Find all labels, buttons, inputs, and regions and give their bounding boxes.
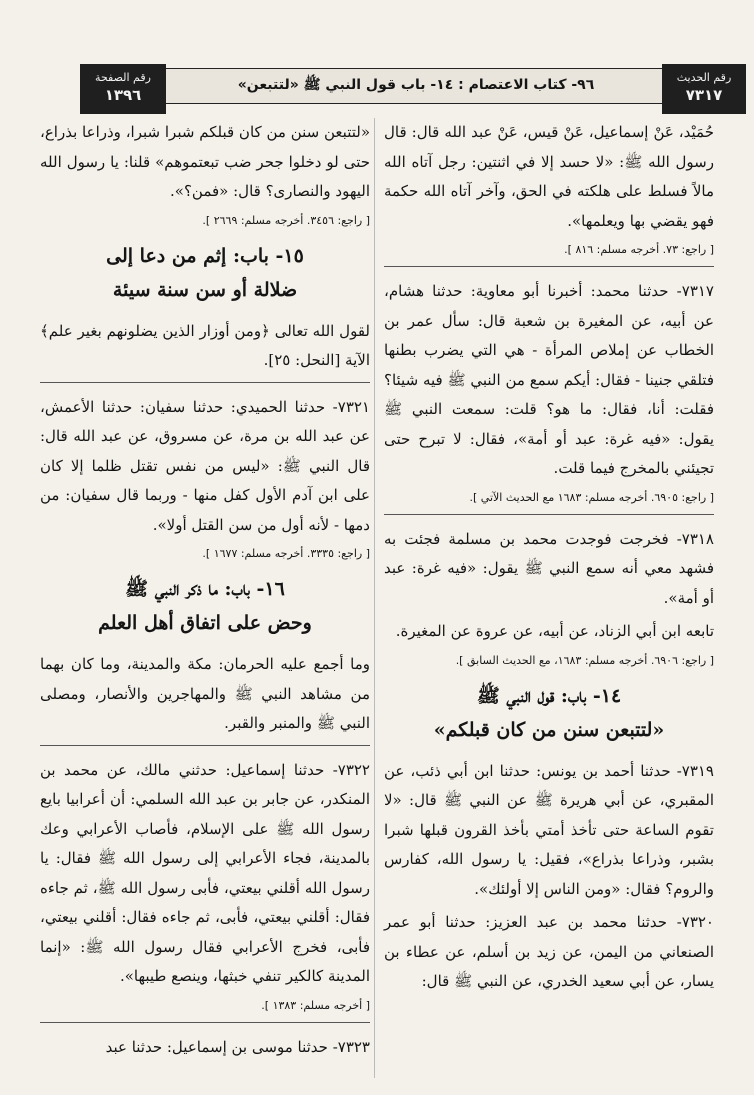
hadith-7319: ٧٣١٩- حدثنا أحمد بن يونس: حدثنا ابن أبي ذئب، عن المقبري، عن أبي هريرة ﷺ عن النبي ﷺ قال: «لا تقوم الساعة حتى تأخذ أمتي بأخذ القرون قبلها شبرا بشبر، وذراعا بذراع»، فقيل: يا رسول الله، كفارس والروم؟ فقال: «ومن الناس إلا أولئك».	[384, 761, 714, 898]
chapter-15-subtitle: ضلالة أو سن سنة سيئة	[112, 278, 298, 301]
continuation-text: «لتتبعن سنن من كان قبلكم شبرا شبرا، وذراعا بذراع، حتى لو دخلوا جحر ضب تبعتموهم» قلنا: يا رسول الله اليهود والنصارى؟ قال: «فمن؟».	[40, 123, 370, 200]
tabaa-text: تابعه ابن أبي الزناد، عن أبيه، عن عروة عن المغيرة.	[395, 622, 714, 640]
chapter-16-intro: وما أجمع عليه الحرمان: مكة والمدينة، وما كان بهما من مشاهد النبي ﷺ والمهاجرين والأنصار، ومصلى النبي ﷺ والمنبر والقبر.	[40, 655, 370, 732]
hadith-7318: ٧٣١٨- فخرجت فوجدت محمد بن مسلمة فجئت به فشهد معي أنه سمع النبي ﷺ يقول: «فيه غرة: عبد أو أمة».	[384, 529, 714, 607]
right-column	[384, 118, 714, 1001]
hadith-7321: ٧٣٢١- حدثنا الحميدي: حدثنا سفيان: حدثنا الأعمش، عن عبد الله بن مرة، عن مسروق، عن عبد الله قال: قال النبي ﷺ: «ليس من نفس تقتل ظلما إلا كان على ابن آدم الأول كفل منها - وربما قال سفيان: من دمها - لأنه أول من سن القتل أولا».	[40, 397, 370, 534]
hadith-7320: ٧٣٢٠- حدثنا محمد بن عبد العزيز: حدثنا أبو عمر الصنعاني من اليمن، عن زيد بن أسلم، عن عطاء بن يسار، عن أبي سعيد الخدري، عن النبي ﷺ قال:	[384, 913, 714, 990]
chapter-16-heading	[40, 572, 370, 640]
divider	[40, 745, 370, 746]
chapter-14-subtitle: «لتتبعن سنن من كان قبلكم»	[433, 718, 665, 741]
column-divider	[374, 118, 375, 1078]
divider	[384, 266, 714, 267]
divider	[40, 382, 370, 383]
tabaa-reference: [ راجع: ٦٩٠٦. أخرجه مسلم: ١٦٨٣، مع الحديث السابق ].	[455, 653, 714, 667]
hadith-7322-reference: [ أخرجه مسلم: ١٣٨٣ ].	[261, 998, 370, 1012]
intro-text: حُمَيْد، عَنْ إسماعيل، عَنْ قيس، عَنْ عبد الله قال: قال رسول الله ﷺ: «لا حسد إلا في اثنتين: رجل آتاه الله مالاً فسلط على هلكته في الحق، وآخر آتاه الله حكمة فهو يقضي بها ويعلمها».	[384, 123, 714, 230]
hadith-7323: ٧٣٢٣- حدثنا موسى بن إسماعيل: حدثنا عبد	[105, 1037, 370, 1056]
hadith-number-label: رقم الحديث	[676, 71, 732, 84]
divider	[40, 1022, 370, 1023]
hadith-7321-reference: [ راجع: ٣٣٣٥. أخرجه مسلم: ١٦٧٧ ].	[202, 547, 370, 560]
chapter-14-heading	[384, 679, 714, 747]
hadith-number-box	[662, 64, 746, 114]
chapter-16-title: ١٦- باب: ما ذكر النبي ﷺ	[125, 578, 285, 600]
chapter-14-title: ١٤- باب: قول النبي ﷺ	[476, 684, 622, 707]
hadith-number: ٧٣١٧	[685, 86, 723, 104]
continuation-reference: [ راجع: ٣٤٥٦. أخرجه مسلم: ٢٦٦٩ ].	[202, 213, 370, 227]
divider	[384, 514, 714, 515]
intro-reference: [ راجع: ٧٣. أخرجه مسلم: ٨١٦ ].	[564, 243, 714, 256]
page-number-box	[80, 64, 166, 114]
running-title: ٩٦- كتاب الاعتصام : ١٤- باب قول النبي ﷺ «لتتبعن»	[237, 77, 595, 93]
page-number: ١٣٩٦	[104, 86, 142, 104]
page-number-label: رقم الصفحة	[95, 71, 151, 84]
hadith-7317: ٧٣١٧- حدثنا محمد: أخبرنا أبو معاوية: حدثنا هشام، عن أبيه، عن المغيرة بن شعبة قال: سأل عمر بن الخطاب عن إملاص المرأة - هي التي يضرب بطنها فتلقي جنينا - فقال: أيكم سمع من النبي ﷺ فيه شيئا؟ فقلت: أنا، فقال: ما هو؟ قلت: سمعت النبي ﷺ يقول: «فيه غرة: عبد أو أمة»، فقال: لا تبرح حتى تجيئني بالمخرج فيما قلت.	[384, 282, 714, 477]
chapter-15-heading	[40, 239, 370, 307]
ayah-text: لقول الله تعالى ﴿ومن أوزار الذين يضلونهم بغير علم﴾ الآية [النحل: ٢٥].	[40, 321, 370, 369]
chapter-16-subtitle: وحض على اتفاق أهل العلم	[98, 612, 312, 634]
left-column	[40, 118, 370, 1066]
hadith-7322: ٧٣٢٢- حدثنا إسماعيل: حدثني مالك، عن محمد بن المنكدر، عن جابر بن عبد الله السلمي: أن أعرابيا بايع رسول الله ﷺ على الإسلام، فأصاب الأعرابي وعك بالمدينة، فجاء الأعرابي إلى رسول الله ﷺ فقال: يا رسول الله أقلني بيعتي، فأبى رسول الله ﷺ، ثم جاءه فقال: أقلني بيعتي، فأبى، ثم جاءه فقال: أقلني بيعتي، فأبى، فخرج الأعرابي فقال رسول الله ﷺ: «إنما المدينة كالكير تنفي خبثها، وينصع طيبها».	[40, 760, 370, 985]
chapter-15-title: ١٥- باب: إثم من دعا إلى	[106, 244, 304, 267]
hadith-7317-reference: [ راجع: ٦٩٠٥. أخرجه مسلم: ١٦٨٣ مع الحديث الآتي ].	[469, 490, 714, 504]
